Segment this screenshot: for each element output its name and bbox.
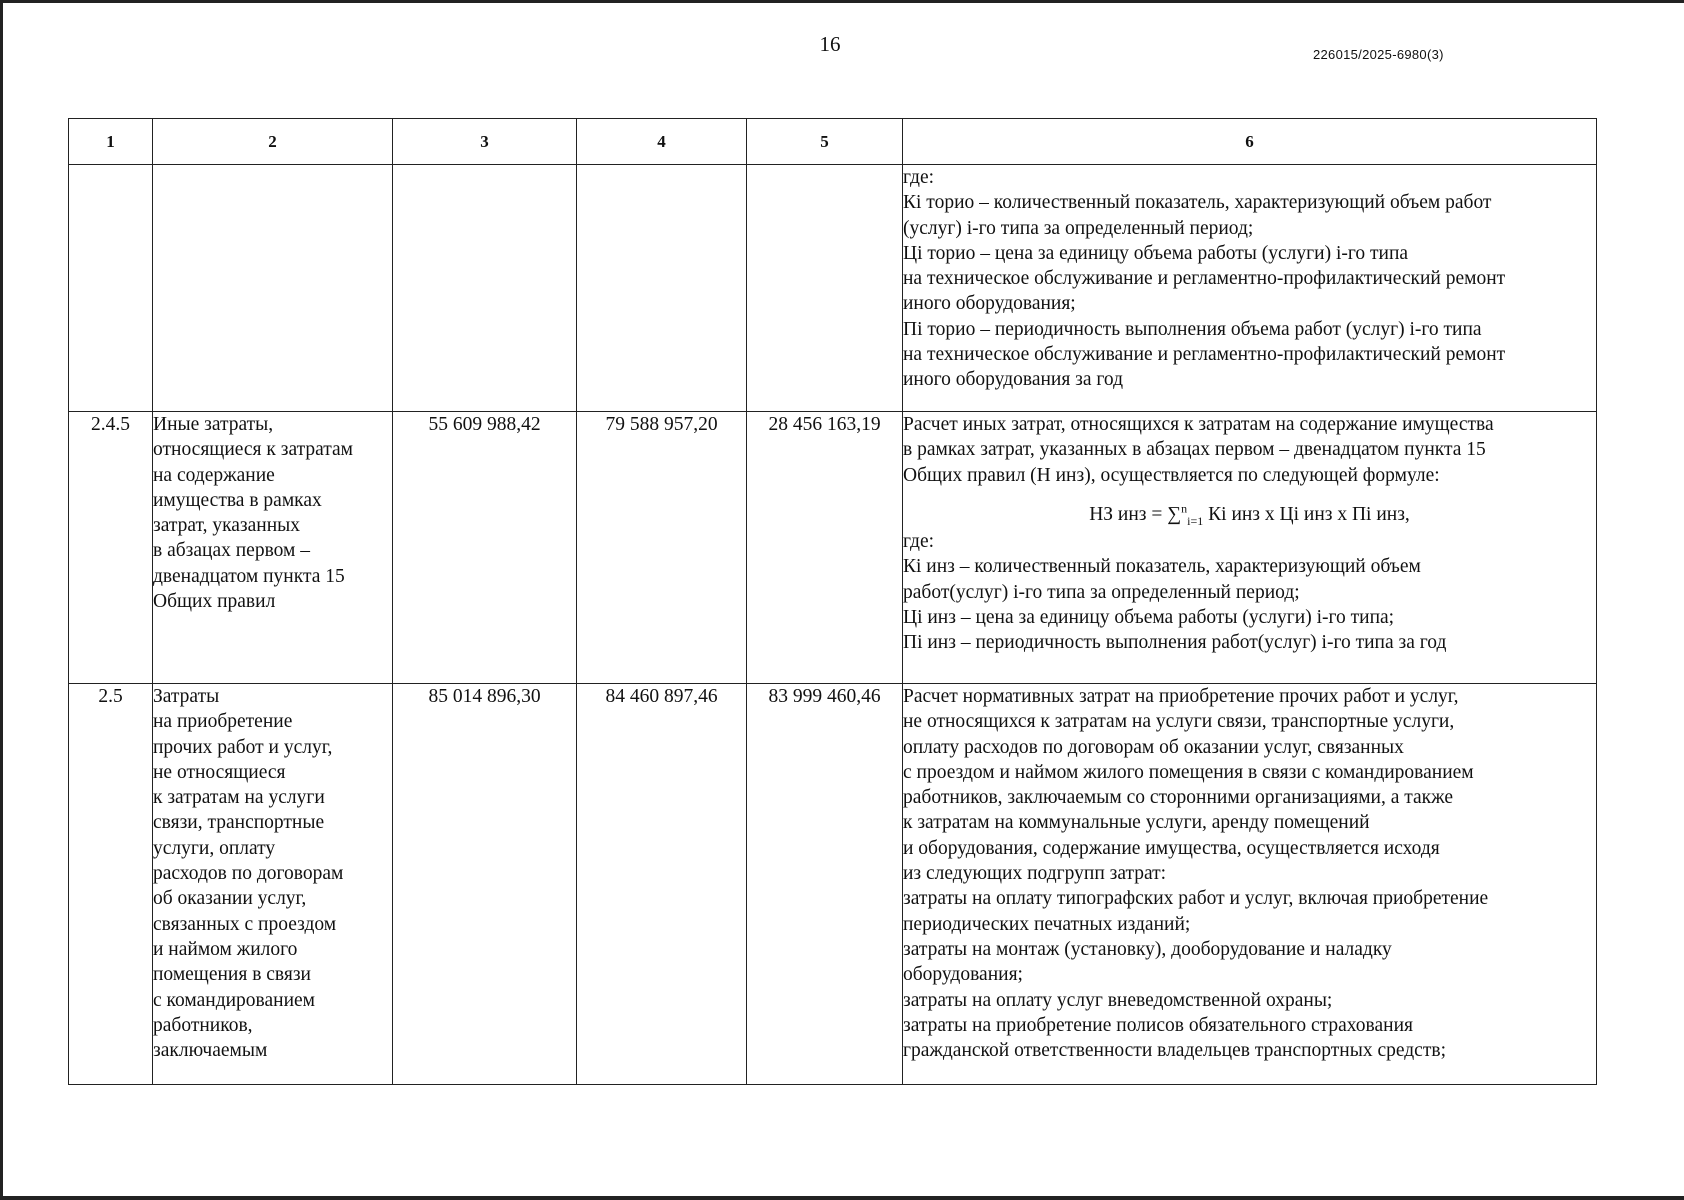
name-line: Иные затраты, <box>153 414 274 435</box>
description-line: Расчет иных затрат, относящихся к затратам на содержание имущества <box>903 414 1494 435</box>
description-line: иного оборудования; <box>903 293 1076 315</box>
name-line: об оказании услуг, <box>153 888 307 910</box>
column-header-6: 6 <box>903 119 1597 165</box>
description-line: не относящихся к затратам на услуги связи, транспортные услуги, <box>903 711 1455 733</box>
document-id: 226015/2025-6980(3) <box>1313 47 1444 62</box>
description-line: Общих правил (Н инз), осуществляется по следующей формуле: <box>903 464 1440 486</box>
formula-sum-sign: ∑ <box>1167 503 1182 525</box>
description-line: затраты на оплату услуг вневедомственной охраны; <box>903 989 1333 1011</box>
description-line: Кі инз – количественный показатель, характеризующий объем <box>903 556 1421 578</box>
description-line: на техническое обслуживание и регламентно-профилактический ремонт <box>903 268 1506 290</box>
description-line: где: <box>903 531 935 553</box>
description-line: работников, заключаемым со сторонними организациями, а также <box>903 787 1454 809</box>
name-line: не относящиеся <box>153 761 286 783</box>
table-row <box>69 684 1597 1085</box>
value-col-4 <box>577 165 747 412</box>
description-line: Пі торио – периодичность выполнения объема работ (услуг) і-го типа <box>903 318 1482 340</box>
row-name <box>153 412 393 684</box>
column-header-4: 4 <box>577 119 747 165</box>
name-line: двенадцатом пункта 15 <box>153 565 345 587</box>
description-line: Ці торио – цена за единицу объема работы (услуги) і-го типа <box>903 242 1409 264</box>
name-line: к затратам на услуги <box>153 787 325 809</box>
row-name <box>153 684 393 1085</box>
value-col-5: 28 456 163,19 <box>747 412 903 684</box>
page-left-border <box>0 0 3 1200</box>
formula-left: НЗ инз = <box>1089 503 1168 525</box>
description-line: Пі инз – периодичность выполнения работ(услуг) і-го типа за год <box>903 632 1447 654</box>
name-line: и наймом жилого <box>153 938 298 960</box>
description-line: Расчет нормативных затрат на приобретение прочих работ и услуг, <box>903 686 1459 707</box>
row-number: 2.4.5 <box>69 412 153 684</box>
name-line: работников, <box>153 1014 253 1036</box>
description-line: (услуг) і-го типа за определенный период; <box>903 217 1254 239</box>
description-line: гражданской ответственности владельцев транспортных средств; <box>903 1040 1446 1062</box>
description-line: с проездом и наймом жилого помещения в связи с командированием <box>903 761 1474 783</box>
formula-upper-limit: n <box>1181 501 1188 516</box>
description-line: оплату расходов по договорам об оказании услуг, связанных <box>903 736 1404 758</box>
row-number: 2.5 <box>69 684 153 1085</box>
description-line: к затратам на коммунальные услуги, аренду помещений <box>903 812 1370 834</box>
table-header-row <box>69 119 1597 165</box>
value-col-5 <box>747 165 903 412</box>
value-col-3 <box>393 165 577 412</box>
name-line: услуги, оплату <box>153 837 276 859</box>
column-header-2: 2 <box>153 119 393 165</box>
name-line: связи, транспортные <box>153 812 325 834</box>
description-line: Ці инз – цена за единицу объема работы (услуги) і-го типа; <box>903 607 1395 629</box>
page-bottom-border <box>0 1196 1684 1200</box>
description-line: затраты на монтаж (установку), дооборудование и наладку <box>903 938 1392 960</box>
row-number <box>69 165 153 412</box>
name-line: в абзацах первом – <box>153 540 310 562</box>
description-line: Кі торио – количественный показатель, характеризующий объем работ <box>903 192 1492 214</box>
formula-lower-limit: i=1 <box>1187 513 1204 528</box>
description-line: оборудования; <box>903 964 1023 986</box>
name-line: помещения в связи <box>153 964 311 986</box>
value-col-3: 85 014 896,30 <box>393 684 577 1085</box>
name-line: Затраты <box>153 686 220 707</box>
cost-table <box>68 118 1597 1085</box>
formula-right: Кі инз х Ці инз х Пі инз, <box>1203 503 1410 525</box>
name-line: с командированием <box>153 989 316 1011</box>
name-line: расходов по договорам <box>153 863 344 885</box>
name-line: на содержание <box>153 464 275 486</box>
value-col-5: 83 999 460,46 <box>747 684 903 1085</box>
description-line: и оборудования, содержание имущества, осуществляется исходя <box>903 837 1440 859</box>
description-line: затраты на оплату типографских работ и услуг, включая приобретение <box>903 888 1489 910</box>
row-name <box>153 165 393 412</box>
description-line: в рамках затрат, указанных в абзацах первом – двенадцатом пункта 15 <box>903 439 1486 461</box>
page-number: 16 <box>819 32 841 56</box>
description-line: иного оборудования за год <box>903 369 1124 391</box>
description-line: периодических печатных изданий; <box>903 913 1191 935</box>
name-line: затрат, указанных <box>153 515 300 537</box>
description-line: затраты на приобретение полисов обязательного страхования <box>903 1014 1413 1036</box>
name-line: прочих работ и услуг, <box>153 736 333 758</box>
value-col-3: 55 609 988,42 <box>393 412 577 684</box>
row-description <box>903 684 1597 1085</box>
row-description <box>903 165 1597 412</box>
name-line: заключаемым <box>153 1040 268 1062</box>
value-col-4: 79 588 957,20 <box>577 412 747 684</box>
table-row <box>69 165 1597 412</box>
name-line: относящиеся к затратам <box>153 439 354 461</box>
name-line: на приобретение <box>153 711 293 733</box>
description-line: на техническое обслуживание и регламентно-профилактический ремонт <box>903 344 1506 366</box>
name-line: Общих правил <box>153 591 276 613</box>
value-col-4: 84 460 897,46 <box>577 684 747 1085</box>
table-row <box>69 412 1597 684</box>
page-top-border <box>0 0 1684 3</box>
column-header-3: 3 <box>393 119 577 165</box>
column-header-5: 5 <box>747 119 903 165</box>
name-line: связанных с проездом <box>153 913 337 935</box>
description-line: где: <box>903 167 935 188</box>
description-line: работ(услуг) і-го типа за определенный период; <box>903 581 1300 603</box>
column-header-1: 1 <box>69 119 153 165</box>
row-description <box>903 412 1597 684</box>
formula <box>903 502 1596 527</box>
name-line: имущества в рамках <box>153 489 322 511</box>
description-line: из следующих подгрупп затрат: <box>903 863 1167 885</box>
